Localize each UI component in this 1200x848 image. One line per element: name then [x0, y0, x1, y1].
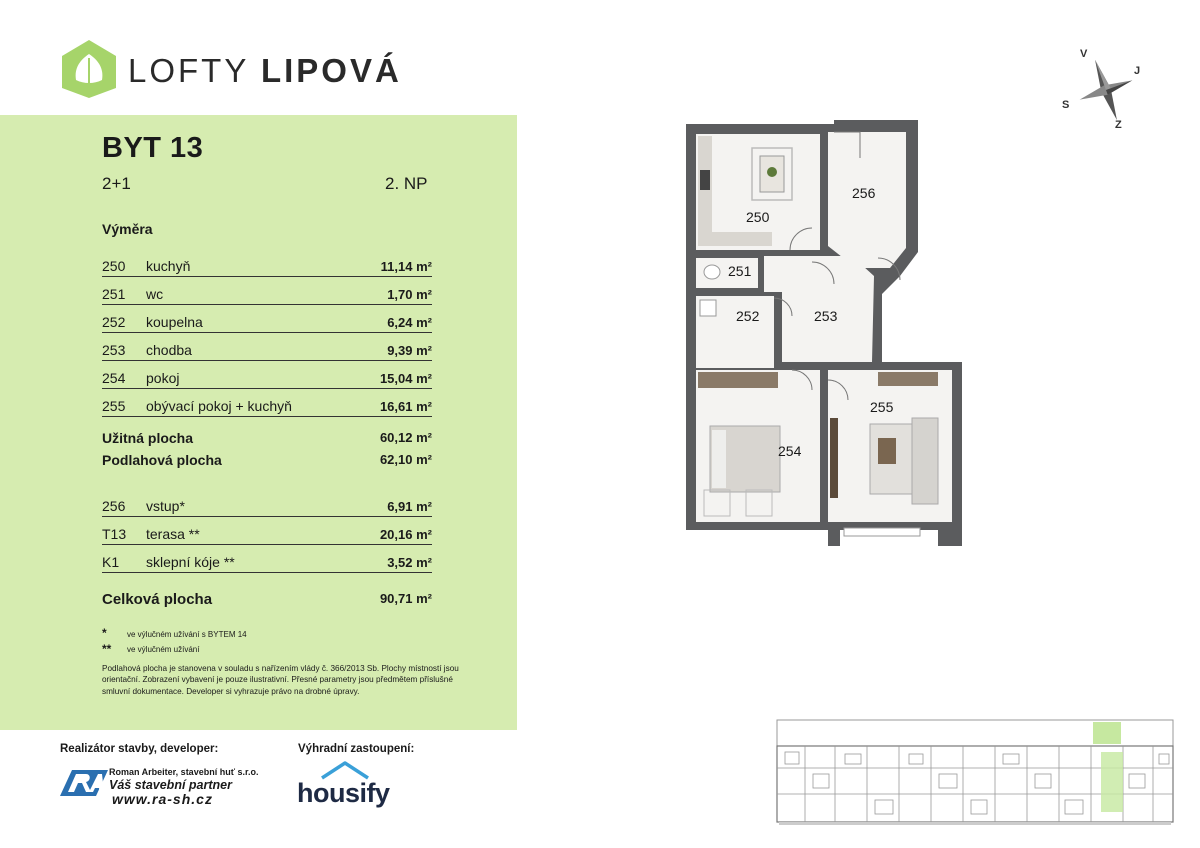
room-number: 255	[102, 398, 126, 414]
extra-row	[102, 516, 432, 545]
compass-label-j: J	[1134, 65, 1141, 77]
info-panel	[0, 115, 517, 730]
extra-number: K1	[102, 554, 120, 570]
room-name: chodba	[146, 342, 192, 358]
disclaimer: Podlahová plocha je stanovena v souladu s nařízením vlády č. 366/2013 Sb. Plochy místností jsou orientační. Zobrazení vybavení je pouze ilustrativní. Přesné parametry jsou předmětem příslušné smluvní dokumentace. Developer si vyhrazuje právo na drobné úpravy.	[102, 664, 459, 696]
plan-label-250: 250	[746, 209, 770, 225]
floor-plan	[682, 118, 962, 548]
compass-label-v: V	[1080, 48, 1088, 60]
developer-website[interactable]: www.ra-sh.cz	[112, 791, 213, 807]
housify-roof-icon	[318, 760, 372, 780]
room-area: 15,04 m²	[379, 371, 432, 386]
room-row	[102, 248, 432, 277]
room-number: 254	[102, 370, 126, 386]
ra-logo-icon	[58, 766, 110, 800]
room-number: 250	[102, 258, 126, 274]
note-mark: **	[102, 642, 112, 656]
floor-area-label: Podlahová plocha	[102, 452, 222, 468]
room-area: 1,70 m²	[387, 287, 432, 302]
floor-area	[102, 452, 432, 468]
brand-name: LOFTY LIPOVÁ	[128, 52, 402, 89]
housify-logo: housify	[297, 778, 390, 808]
room-row	[102, 276, 432, 305]
room-name: kuchyň	[146, 258, 191, 274]
note-text: ve výlučném užívání s BYTEM 14	[127, 630, 247, 639]
note-mark: *	[102, 626, 107, 640]
developer-name: Roman Arbeiter, stavební huť s.r.o.	[109, 767, 259, 777]
floor-area-value: 62,10 m²	[379, 452, 432, 467]
plan-label-252: 252	[736, 308, 760, 324]
room-area: 9,39 m²	[387, 343, 432, 358]
flat-floor: 2. NP	[385, 174, 428, 193]
flat-title: BYT 13	[102, 132, 204, 164]
developer-slogan: Váš stavební partner	[109, 778, 232, 792]
total-area	[102, 591, 432, 608]
room-number: 251	[102, 286, 126, 302]
extra-name: sklepní kóje **	[146, 554, 235, 570]
room-name: koupelna	[146, 314, 203, 330]
extra-name: vstup*	[146, 498, 185, 514]
plan-label-251: 251	[728, 263, 752, 279]
plan-label-253: 253	[814, 308, 838, 324]
extra-row	[102, 488, 432, 517]
room-name: pokoj	[146, 370, 180, 386]
extra-row	[102, 544, 432, 573]
extra-area: 6,91 m²	[387, 499, 432, 514]
room-area: 6,24 m²	[387, 315, 432, 330]
extra-number: 256	[102, 498, 126, 514]
agent-label: Výhradní zastoupení:	[298, 743, 415, 755]
extra-name: terasa **	[146, 526, 200, 542]
extra-number: T13	[102, 526, 127, 542]
area-heading: Výměra	[102, 221, 153, 237]
building-key-plan	[775, 718, 1175, 826]
total-area-label: Celková plocha	[102, 591, 213, 608]
room-row	[102, 332, 432, 361]
room-row	[102, 304, 432, 333]
total-area-value: 90,71 m²	[379, 591, 432, 606]
extra-area: 3,52 m²	[387, 555, 432, 570]
note-text: ve výlučném užívání	[127, 645, 200, 654]
room-row	[102, 388, 432, 417]
developer-label: Realizátor stavby, developer:	[60, 743, 219, 755]
room-name: obývací pokoj + kuchyň	[146, 398, 292, 414]
usable-area-label: Užitná plocha	[102, 430, 194, 446]
room-number: 253	[102, 342, 126, 358]
room-name: wc	[146, 286, 164, 302]
compass-rose-icon	[1060, 42, 1150, 134]
room-number: 252	[102, 314, 126, 330]
usable-area	[102, 430, 432, 446]
room-area: 11,14 m²	[380, 259, 432, 274]
compass-label-z: Z	[1115, 119, 1122, 131]
plan-label-255: 255	[870, 399, 894, 415]
room-area: 16,61 m²	[379, 399, 432, 414]
logo-leaf-icon	[58, 38, 120, 100]
plan-label-254: 254	[778, 443, 802, 459]
compass-label-s: S	[1062, 99, 1070, 111]
flat-type: 2+1	[102, 174, 131, 193]
usable-area-value: 60,12 m²	[379, 430, 432, 445]
plan-label-256: 256	[852, 185, 876, 201]
extra-area: 20,16 m²	[379, 527, 432, 542]
room-row	[102, 360, 432, 389]
